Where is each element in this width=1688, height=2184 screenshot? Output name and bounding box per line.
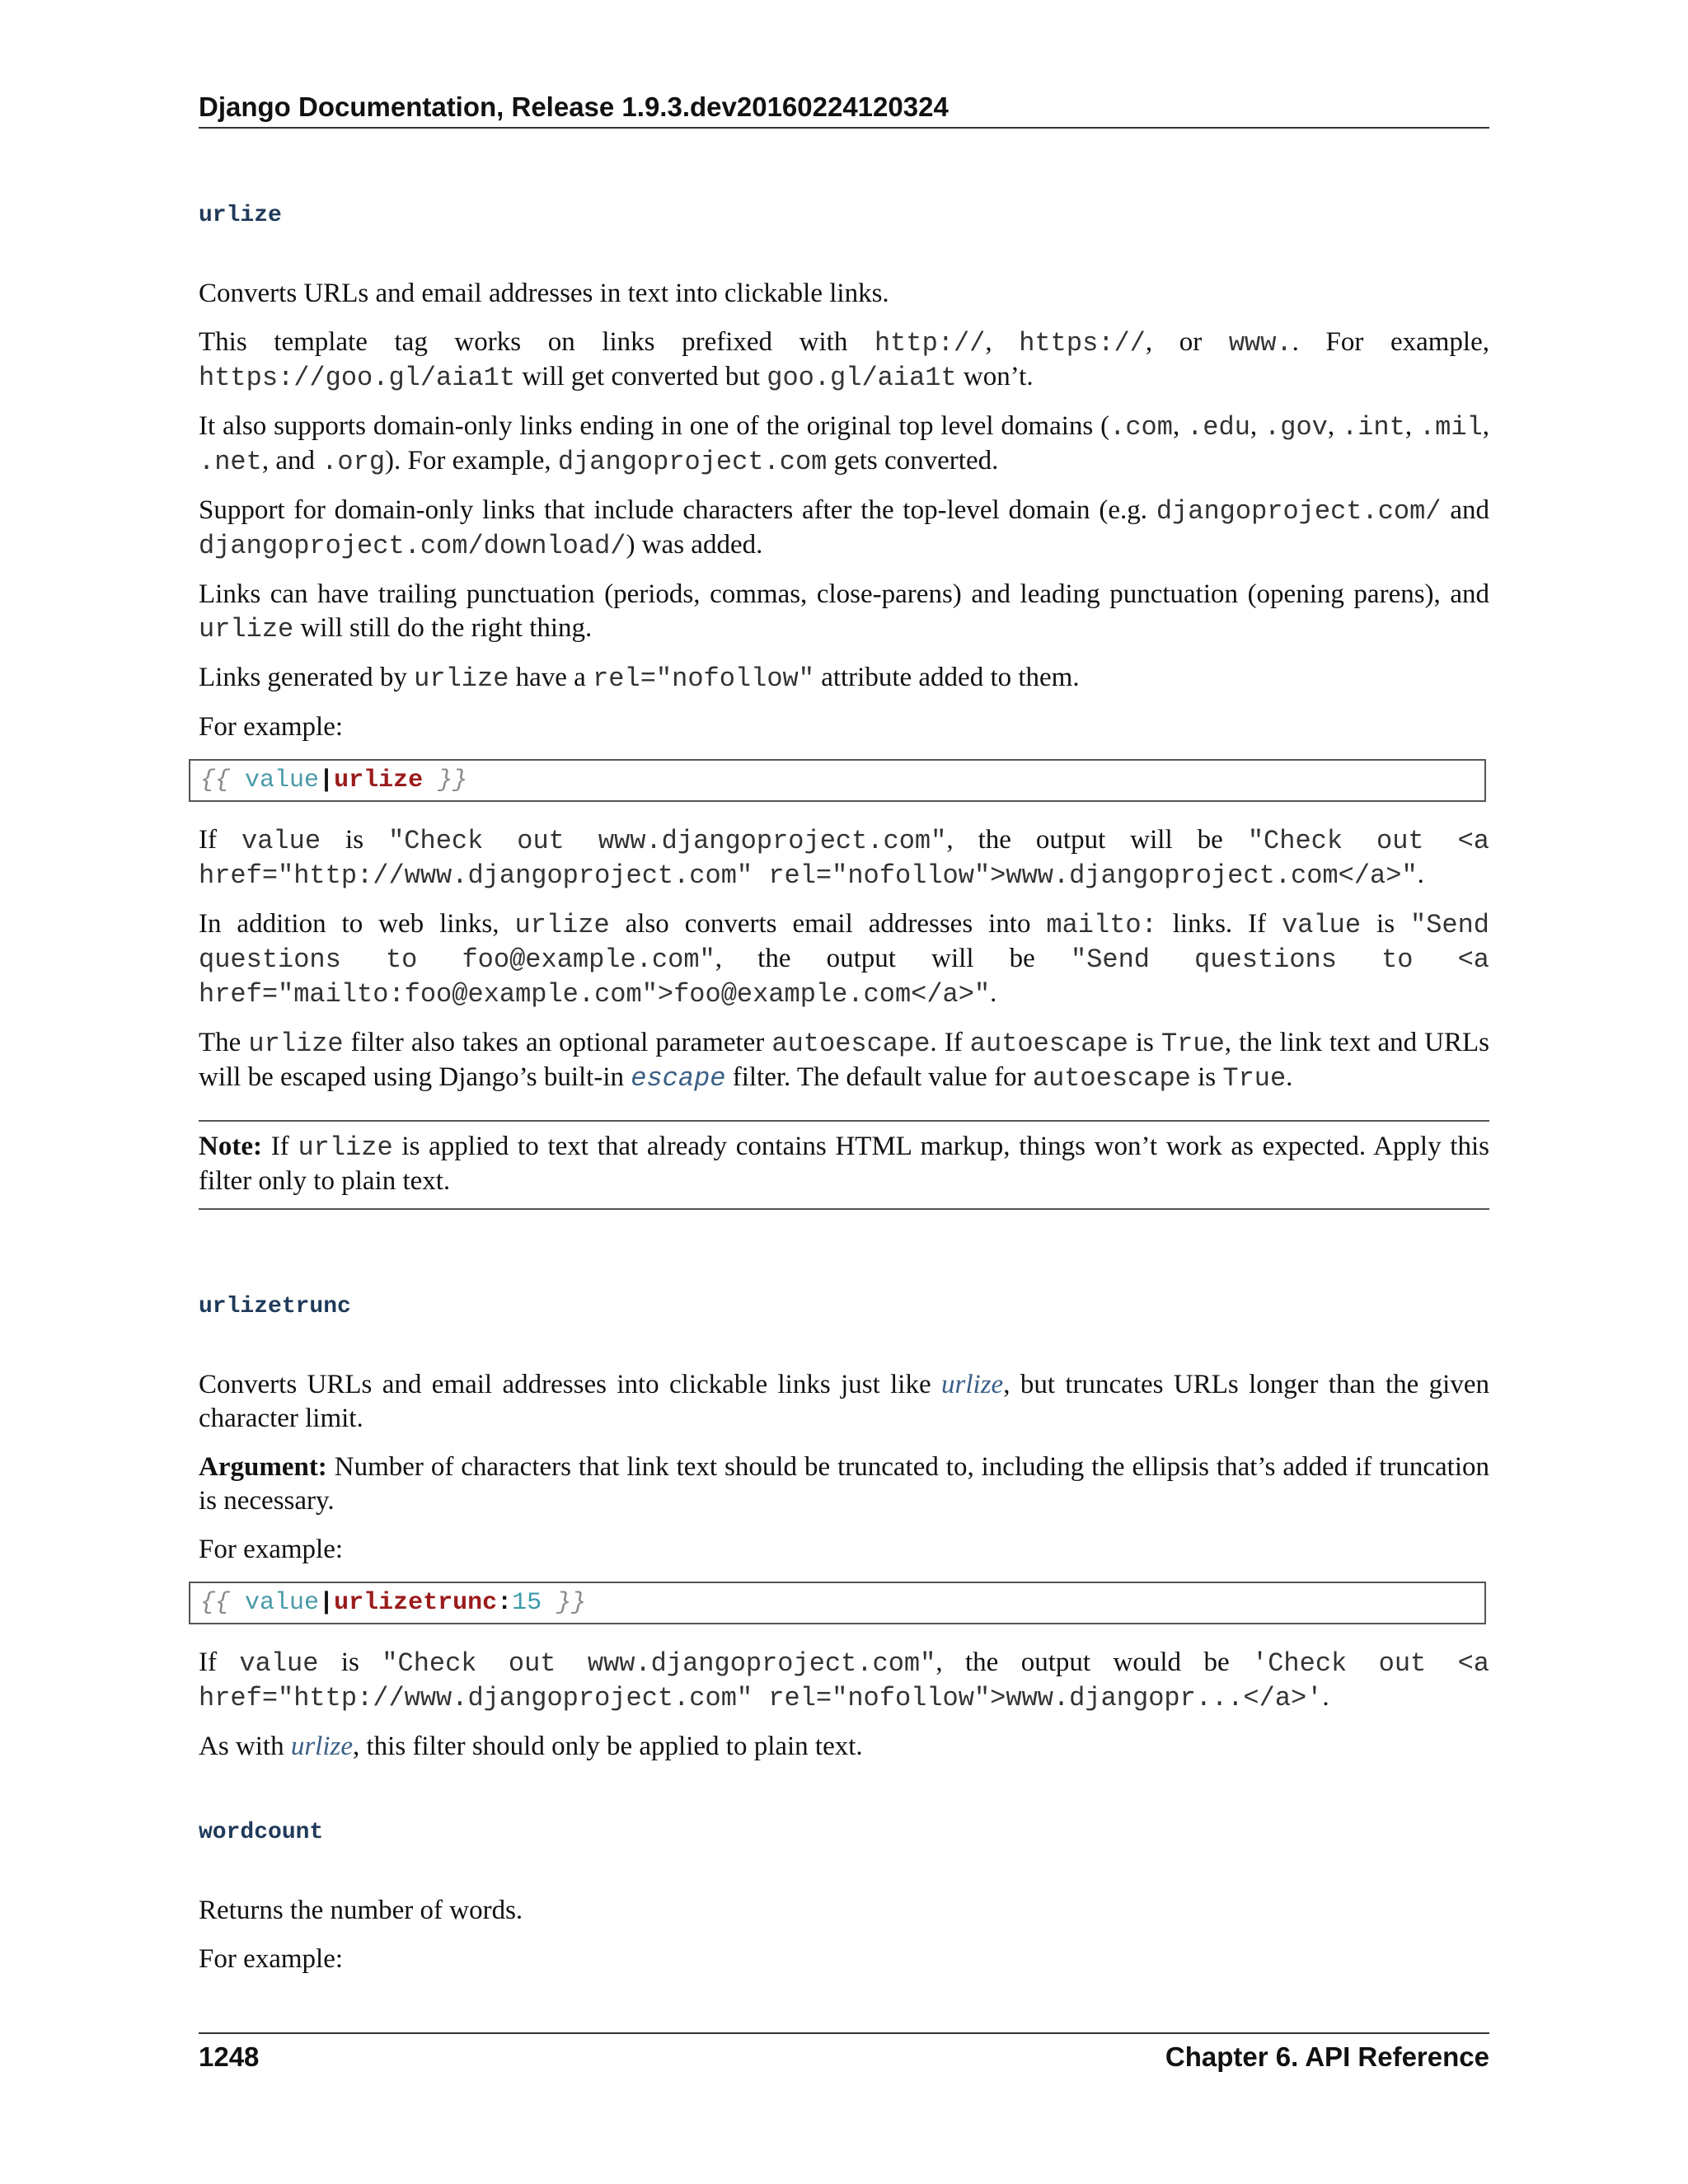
urlize-link-2[interactable]: urlize [290, 1732, 354, 1761]
chapter-title: Chapter 6. API Reference [1165, 2041, 1489, 2072]
page-number: 1248 [199, 2041, 260, 2072]
section-heading-urlizetrunc: urlizetrunc [199, 1294, 351, 1319]
urlize-example-label: For example: [199, 712, 344, 742]
urlizetrunc-code-block: {{ value|urlizetrunc:15 }} [189, 1582, 1486, 1624]
urlizetrunc-plain-text-paragraph: As with urlize, this filter should only be applied to plain text. [199, 1732, 863, 1761]
urlize-tld-paragraph: It also supports domain-only links ending in one of the original top level domains (.com, .edu, .gov, .int, .mil, .net, and .org). For example, djangoproject.com gets converted. [199, 411, 1490, 477]
urlize-email-paragraph: In addition to web links, urlize also converts email addresses into mailto: links. If value is "Send questions to foo@example.com", the output will be "Send questions to <a href="mailto:foo@example.com">foo@example.com</a>". [199, 909, 1490, 1010]
section-wordcount [199, 1818, 1489, 1991]
running-header: Django Documentation, Release 1.9.3.dev20160224120324 [199, 89, 1489, 129]
urlize-code-block: {{ value|urlize }} [189, 759, 1486, 802]
section-urlizetrunc [199, 1292, 1489, 1779]
urlize-note-text: Note: If urlize is applied to text that already contains HTML markup, things won’t work as expected. Apply this filter only to plain text. [199, 1132, 1489, 1196]
urlize-output-paragraph: If value is "Check out www.djangoproject.com", the output will be "Check out <a href="http://www.djangoproject.com" rel="nofollow">www.djangoproject.com</a>". [199, 825, 1490, 891]
section-heading-urlize: urlize [199, 203, 282, 228]
wordcount-description: Returns the number of words. [199, 1896, 523, 1925]
urlizetrunc-description: Converts URLs and email addresses into clickable links just like urlize, but truncates URLs longer than the given character limit. [199, 1370, 1489, 1433]
urlize-prefixes-paragraph: This template tag works on links prefixed with http://, https://, or www.. For example, https://goo.gl/aia1t will get converted but goo.gl/aia1t won’t. [199, 327, 1490, 393]
wordcount-example-label: For example: [199, 1944, 344, 1974]
section-urlize [199, 201, 1489, 1210]
section-heading-wordcount: wordcount [199, 1820, 324, 1845]
urlize-autoescape-paragraph: The urlize filter also takes an optional parameter autoescape. If autoescape is True, the link text and URLs will be escaped using Django’s built-in escape filter. The default value for autoescape is True. [199, 1028, 1489, 1094]
urlizetrunc-output-paragraph: If value is "Check out www.djangoproject.com", the output would be 'Check out <a href="http://www.djangoproject.com" rel="nofollow">www.djangopr...</a>'. [199, 1647, 1490, 1713]
urlize-punctuation-paragraph: Links can have trailing punctuation (periods, commas, close-parens) and leading punctuation (opening parens), and urlize will still do the right thing. [199, 579, 1489, 644]
note-label: Note: [199, 1132, 262, 1161]
urlizetrunc-argument: Argument: Number of characters that link text should be truncated to, including the ellipsis that’s added if truncation is necessary. [199, 1452, 1489, 1516]
urlize-nofollow-paragraph: Links generated by urlize have a rel="nofollow" attribute added to them. [199, 663, 1080, 694]
urlize-note-box [199, 1120, 1489, 1210]
escape-filter-link[interactable]: escape [631, 1063, 726, 1094]
urlize-description: Converts URLs and email addresses in text into clickable links. [199, 279, 889, 308]
urlize-path-paragraph: Support for domain-only links that include characters after the top-level domain (e.g. djangoproject.com/ and djangoproject.com/download/) was added. [199, 495, 1489, 561]
page-footer [199, 2032, 1489, 2075]
urlize-link[interactable]: urlize [941, 1370, 1004, 1399]
urlizetrunc-example-label: For example: [199, 1535, 344, 1564]
